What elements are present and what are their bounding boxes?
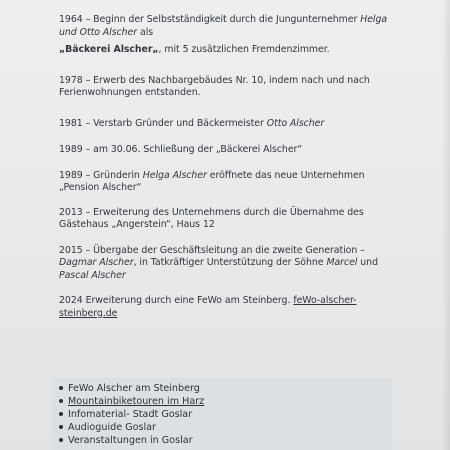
entry-text: 2015 – Übergabe der Geschäftsleitung an die zweite Generation – <box>59 244 365 256</box>
history-timeline <box>59 14 395 320</box>
entry-text: und <box>357 257 378 268</box>
entry-name: Marcel <box>326 257 358 268</box>
entry-name: Otto Alscher <box>266 117 325 129</box>
entry-text: eröffnete das neue Unternehmen „Pension Alscher“ <box>59 169 365 193</box>
timeline-entry-2015 <box>59 245 395 283</box>
list-item-mountainbike[interactable] <box>59 395 204 408</box>
timeline-entry-1964 <box>59 14 395 57</box>
timeline-entry-1989-closure: 1989 – am 30.06. Schließung der „Bäckerei Alscher“ <box>59 144 303 155</box>
entry-text: , in Tatkräftiger Unterstützung der Söhne <box>133 257 327 268</box>
bullet-icon <box>59 412 63 416</box>
list-item-label: Audioguide Goslar <box>68 422 156 433</box>
entry-text: 1989 – Gründerin <box>59 169 143 181</box>
entry-name: Helga Alscher <box>142 169 207 181</box>
bullet-icon <box>59 399 63 403</box>
bullet-icon <box>59 438 63 442</box>
list-item-infomaterial[interactable] <box>59 408 204 421</box>
list-item-fewo[interactable] <box>59 382 204 395</box>
entry-name: Helga <box>360 14 388 25</box>
entry-text: 2024 Erweiterung durch eine FeWo am Steinberg. <box>59 295 294 306</box>
timeline-entry-2013: 2013 – Erweiterung des Unternehmens durch die Übernahme des Gästehaus „Angerstein“, Haus 12 <box>59 206 364 230</box>
page-edge-shadow <box>442 0 450 450</box>
fewo-website-link[interactable]: feWo-alscher-steinberg.de <box>59 295 357 319</box>
list-item-label: Veranstaltungen in Goslar <box>68 435 193 446</box>
list-item-events[interactable] <box>59 434 204 447</box>
bullet-icon <box>59 425 63 429</box>
entry-name: und Otto Alscher <box>59 26 138 38</box>
list-item-audioguide[interactable] <box>59 421 204 434</box>
links-list <box>59 382 204 447</box>
entry-text: als <box>137 26 154 38</box>
timeline-entry-1978: 1978 – Erwerb des Nachbargebäudes Nr. 10, indem nach und nach Ferienwohnungen entstanden. <box>59 74 370 98</box>
entry-text: 1964 – Beginn der Selbstständigkeit durch die Jungunternehmer <box>59 14 361 25</box>
entry-name: Pascal Alscher <box>59 269 126 281</box>
timeline-entry-2024 <box>59 295 395 320</box>
list-item-label: FeWo Alscher am Steinberg <box>68 383 200 394</box>
timeline-entry-1981 <box>59 118 395 131</box>
entry-text: , mit 5 zusätzlichen Fremdenzimmer. <box>158 44 330 55</box>
business-name: „Bäckerei Alscher„ <box>59 44 159 55</box>
entry-name: Dagmar Alscher <box>59 257 134 268</box>
timeline-entry-1989-pension <box>59 170 395 195</box>
mountainbike-link[interactable]: Mountainbiketouren im Harz <box>68 396 205 407</box>
entry-text: 1981 – Verstarb Gründer und Bäckermeister <box>59 117 267 129</box>
bullet-icon <box>59 386 63 390</box>
list-item-label: Infomaterial- Stadt Goslar <box>68 409 193 420</box>
